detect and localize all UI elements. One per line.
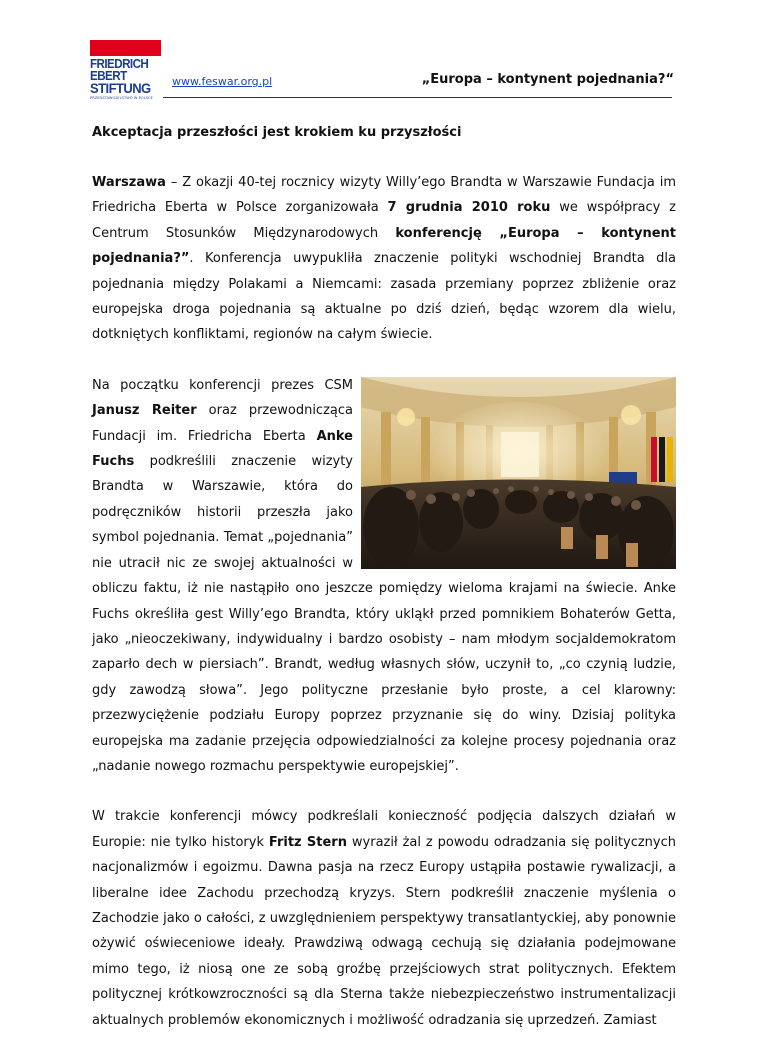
bold-text-run: konferencję „Europa – kontynent pojednania?” — [92, 225, 676, 267]
text-run: W trakcie konferencji mówcy podkreślali konieczność podjęcia dalszych działań w Europie: nie tylko historyk — [92, 809, 676, 850]
bold-text-run: Janusz Reiter — [92, 403, 197, 419]
paragraph-1 — [92, 170, 676, 348]
bold-text-run: Anke Fuchs — [92, 428, 353, 470]
logo-line-1: FRIEDRICH — [90, 57, 149, 71]
logo-line-2: EBERT — [90, 69, 127, 83]
logo-subtitle: PRZEDSTAWICIELSTWO W POLSCE — [90, 96, 153, 100]
fes-logo — [90, 40, 162, 102]
text-run: wyraził żal z powodu odradzania się politycznych nacjonalizmów i egoizmu. Dawna pasja na rzecz Europy ustąpiła postawie rywalizacji, a liberalne idee Zachodu przechodzą kryzys. Stern podkreślił znaczenie myślenia o Zachodzie jako o całości, z uwzględnieniem perspektywy transatlantyckiej, aby ponownie ożywić oświeceniowe ideały. Prawdziwą odwagą cechują się działania podejmowane mimo tego, iż niosą one ze sobą groźbę przejściowych strat politycznych. Efektem politycznej krótkowzroczności są dla Sterna także niebezpieczeństwo instrumentalizacji aktualnych problemów ekonomicznych i możliwość odradzania się uprzedzeń. Zamiast — [92, 834, 676, 1028]
website-link[interactable]: www.feswar.org.pl — [172, 75, 273, 88]
article-body — [92, 120, 676, 1058]
paragraph-3 — [92, 804, 676, 1033]
text-run: Na początku konferencji prezes CSM — [92, 377, 353, 393]
bold-text-run: Fritz Stern — [268, 834, 347, 850]
text-run: oraz przewodnicząca Fundacji im. Friedricha Eberta — [92, 403, 353, 444]
bold-text-run: Warszawa — [92, 175, 166, 190]
text-run: – Z okazji 40-tej rocznicy wizyty Willy’ego Brandta w Warszawie Fundacja im Friedricha Eberta w Polsce zorganizowała — [92, 175, 676, 216]
header-divider — [163, 97, 672, 98]
logo-red-bar — [90, 40, 161, 56]
article-heading: Akceptacja przeszłości jest krokiem ku przyszłości — [92, 125, 462, 140]
bold-text-run: 7 grudnia 2010 roku — [387, 200, 551, 216]
text-run: podkreślili znaczenie wizyty Brandta w Warszawie, która do podręczników historii przeszła jako symbol pojednania. Temat „pojednania” nie utracił nic ze swojej aktualności w obliczu faktu, iż nie nastąpiło ono jeszcze pomiędzy wieloma krajami na świecie. Anke Fuchs określiła gest Willy’ego Brandta, który ukląkł przed pomnikiem Bohaterów Getta, jako „nieoczekiwany, indywidualny i bardzo osobisty – nam młodym socjaldemokratom zaparło dech w piersiach”. Brandt, według własnych słów, uczynił to, „co czynią ludzie, gdy zawodzą słowa”. Jego polityczne przesłanie było proste, a cel klarowny: przezwyciężenie podziału Europy poprzez przyznanie się do winy. Dzisiaj polityka europejska ma zadanie przejęcia odpowiedzialności za kolejne procesy pojednania oraz „nadanie nowego rozmachu perspektywie europejskiej”. — [92, 454, 676, 774]
conference-photo — [361, 377, 676, 569]
document-header-title: „Europa – kontynent pojednania?“ — [421, 72, 674, 87]
logo-line-3: STIFTUNG — [90, 80, 151, 96]
text-run: . Konferencja uwypukliła znaczenie polityki wschodniej Brandta dla pojednania między Polakami a Niemcami: zasada przemiany poprzez zbliżenie oraz europejska droga pojednania są aktualne po dziś dzień, będąc wzorem dla wielu, dotkniętych konfliktami, regionów na całym świecie. — [92, 251, 676, 343]
text-run: we współpracy z Centrum Stosunków Międzynarodowych — [92, 200, 677, 241]
paragraph-2 — [92, 373, 676, 780]
